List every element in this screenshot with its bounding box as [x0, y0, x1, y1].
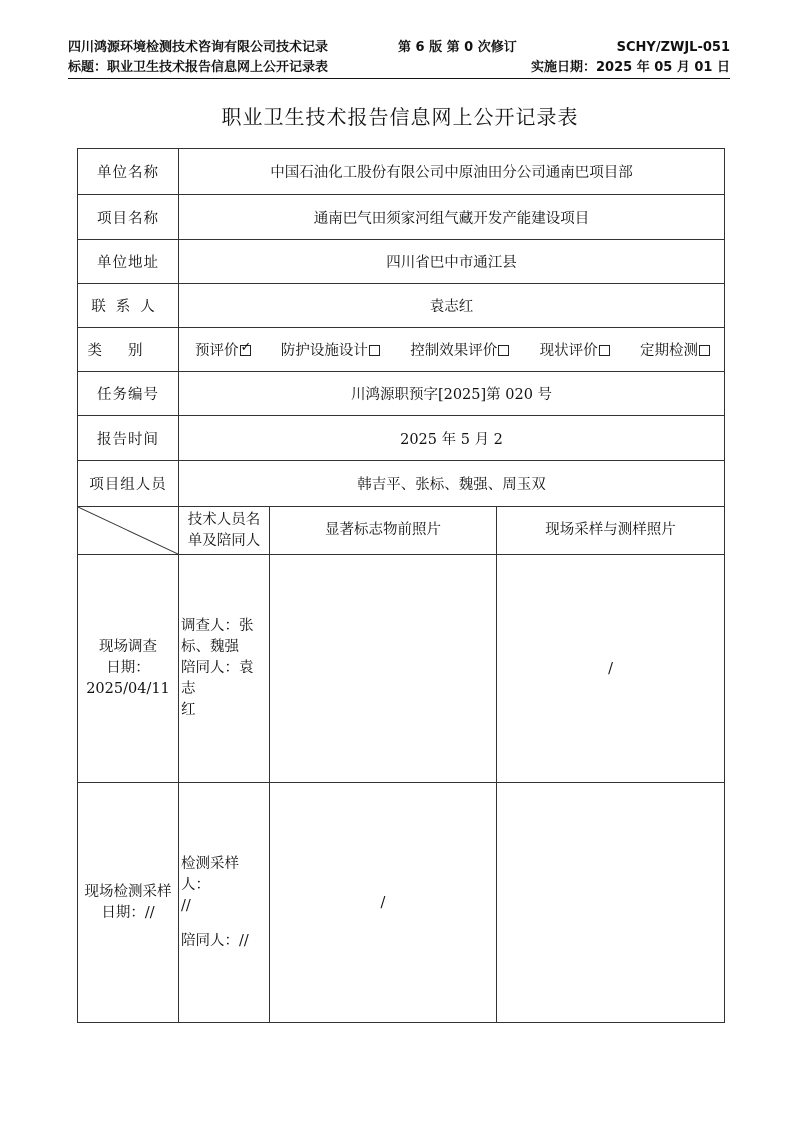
category-option-label: 防护设施设计: [280, 343, 368, 359]
row-report-time: [78, 416, 725, 461]
survey-label-line-1: 现场调查: [99, 639, 157, 655]
survey-staff-line-4: 红: [181, 702, 196, 718]
row-category: [78, 328, 725, 372]
row-survey: [78, 555, 725, 783]
testing-label-line-1: 现场检测采样: [84, 883, 172, 900]
doc-subject: 标题：职业卫生技术报告信息网上公开记录表: [68, 60, 329, 75]
category-option[interactable]: [540, 339, 610, 360]
page-title: 职业卫生技术报告信息网上公开记录表: [221, 105, 579, 129]
category-options: [179, 328, 725, 372]
survey-staff: [179, 555, 270, 783]
header-divider: [68, 78, 730, 79]
project-name-value: 通南巴气田须家河组气藏开发产能建设项目: [179, 195, 725, 240]
category-option[interactable]: [281, 339, 380, 360]
team-value: 韩吉平、张标、魏强、周玉双: [179, 461, 725, 507]
row-unit-name: [78, 149, 725, 195]
address-value: 四川省巴中市通江县: [179, 240, 725, 284]
category-option[interactable]: [640, 339, 710, 360]
staff-header-line-1: 技术人员名: [187, 511, 261, 528]
contact-label: 联系人: [78, 284, 179, 328]
project-name-label: 项目名称: [78, 195, 179, 240]
checkbox-icon[interactable]: [498, 345, 509, 356]
testing-sign-photo: /: [270, 783, 497, 1023]
testing-label-line-2: 日期：//: [101, 904, 155, 921]
survey-staff-line-3: 陪同人：袁志: [181, 660, 254, 697]
contact-value: 袁志红: [179, 284, 725, 328]
row-testing: [78, 783, 725, 1023]
staff-column-header: [179, 507, 270, 555]
row-team: [78, 461, 725, 507]
staff-header-line-2: 单及陪同人: [187, 532, 261, 549]
testing-sample-photo: [497, 783, 725, 1023]
survey-sign-photo: [270, 555, 497, 783]
report-time-value: 2025 年 5 月 2: [179, 416, 725, 461]
diagonal-corner-cell: [78, 507, 179, 555]
category-option-label: 定期检测: [640, 343, 698, 359]
testing-staff-line-2: //: [181, 897, 191, 914]
version-label: 第 6 版 第 0 次修订: [398, 40, 517, 55]
unit-name-value: 中国石油化工股份有限公司中原油田分公司通南巴项目部: [179, 149, 725, 195]
survey-sample-photo: /: [497, 555, 725, 783]
team-label: 项目组人员: [78, 461, 179, 507]
diagonal-line: [78, 507, 178, 554]
category-option-label: 预评价: [195, 343, 239, 359]
row-photo-header: [78, 507, 725, 555]
survey-label-line-3: 2025/04/11: [86, 681, 170, 697]
sign-photo-header: 显著标志物前照片: [270, 507, 497, 555]
doc-code: SCHY/ZWJL-051: [616, 40, 730, 55]
report-time-label: 报告时间: [78, 416, 179, 461]
header-line-2: [68, 60, 730, 76]
category-option[interactable]: [195, 339, 251, 360]
testing-staff-line-3: 陪同人：//: [181, 932, 249, 949]
category-option-label: 现状评价: [539, 343, 598, 359]
header-line-1: [68, 40, 730, 56]
checkbox-icon[interactable]: [699, 345, 710, 356]
task-no-value: 川鸿源职预字[2025]第 020 号: [179, 372, 725, 416]
row-task-no: [78, 372, 725, 416]
survey-label-line-2: 日期：: [106, 660, 150, 676]
effective-date: 实施日期：2025 年 05 月 01 日: [531, 60, 730, 75]
task-no-label: 任务编号: [78, 372, 179, 416]
survey-staff-line-2: 标、魏强: [181, 639, 239, 655]
checkbox-icon[interactable]: [599, 345, 610, 356]
category-option-label: 控制效果评价: [410, 343, 498, 359]
row-contact: [78, 284, 725, 328]
survey-staff-line-1: 调查人：张: [181, 618, 254, 634]
sample-photo-header: 现场采样与测样照片: [497, 507, 725, 555]
row-address: [78, 240, 725, 284]
checkbox-icon[interactable]: [369, 345, 380, 356]
category-option[interactable]: [410, 339, 509, 360]
testing-staff: [179, 783, 270, 1023]
category-label: 类别: [78, 328, 179, 372]
address-label: 单位地址: [78, 240, 179, 284]
company-name: 四川鸿源环境检测技术咨询有限公司技术记录: [68, 40, 329, 55]
unit-name-label: 单位名称: [78, 149, 179, 195]
testing-date-label: [78, 783, 179, 1023]
record-table: [77, 148, 725, 1023]
row-project-name: [78, 195, 725, 240]
survey-date-label: [78, 555, 179, 783]
checked-checkbox-icon[interactable]: [240, 345, 251, 356]
testing-staff-line-1: 检测采样人：: [181, 855, 239, 893]
